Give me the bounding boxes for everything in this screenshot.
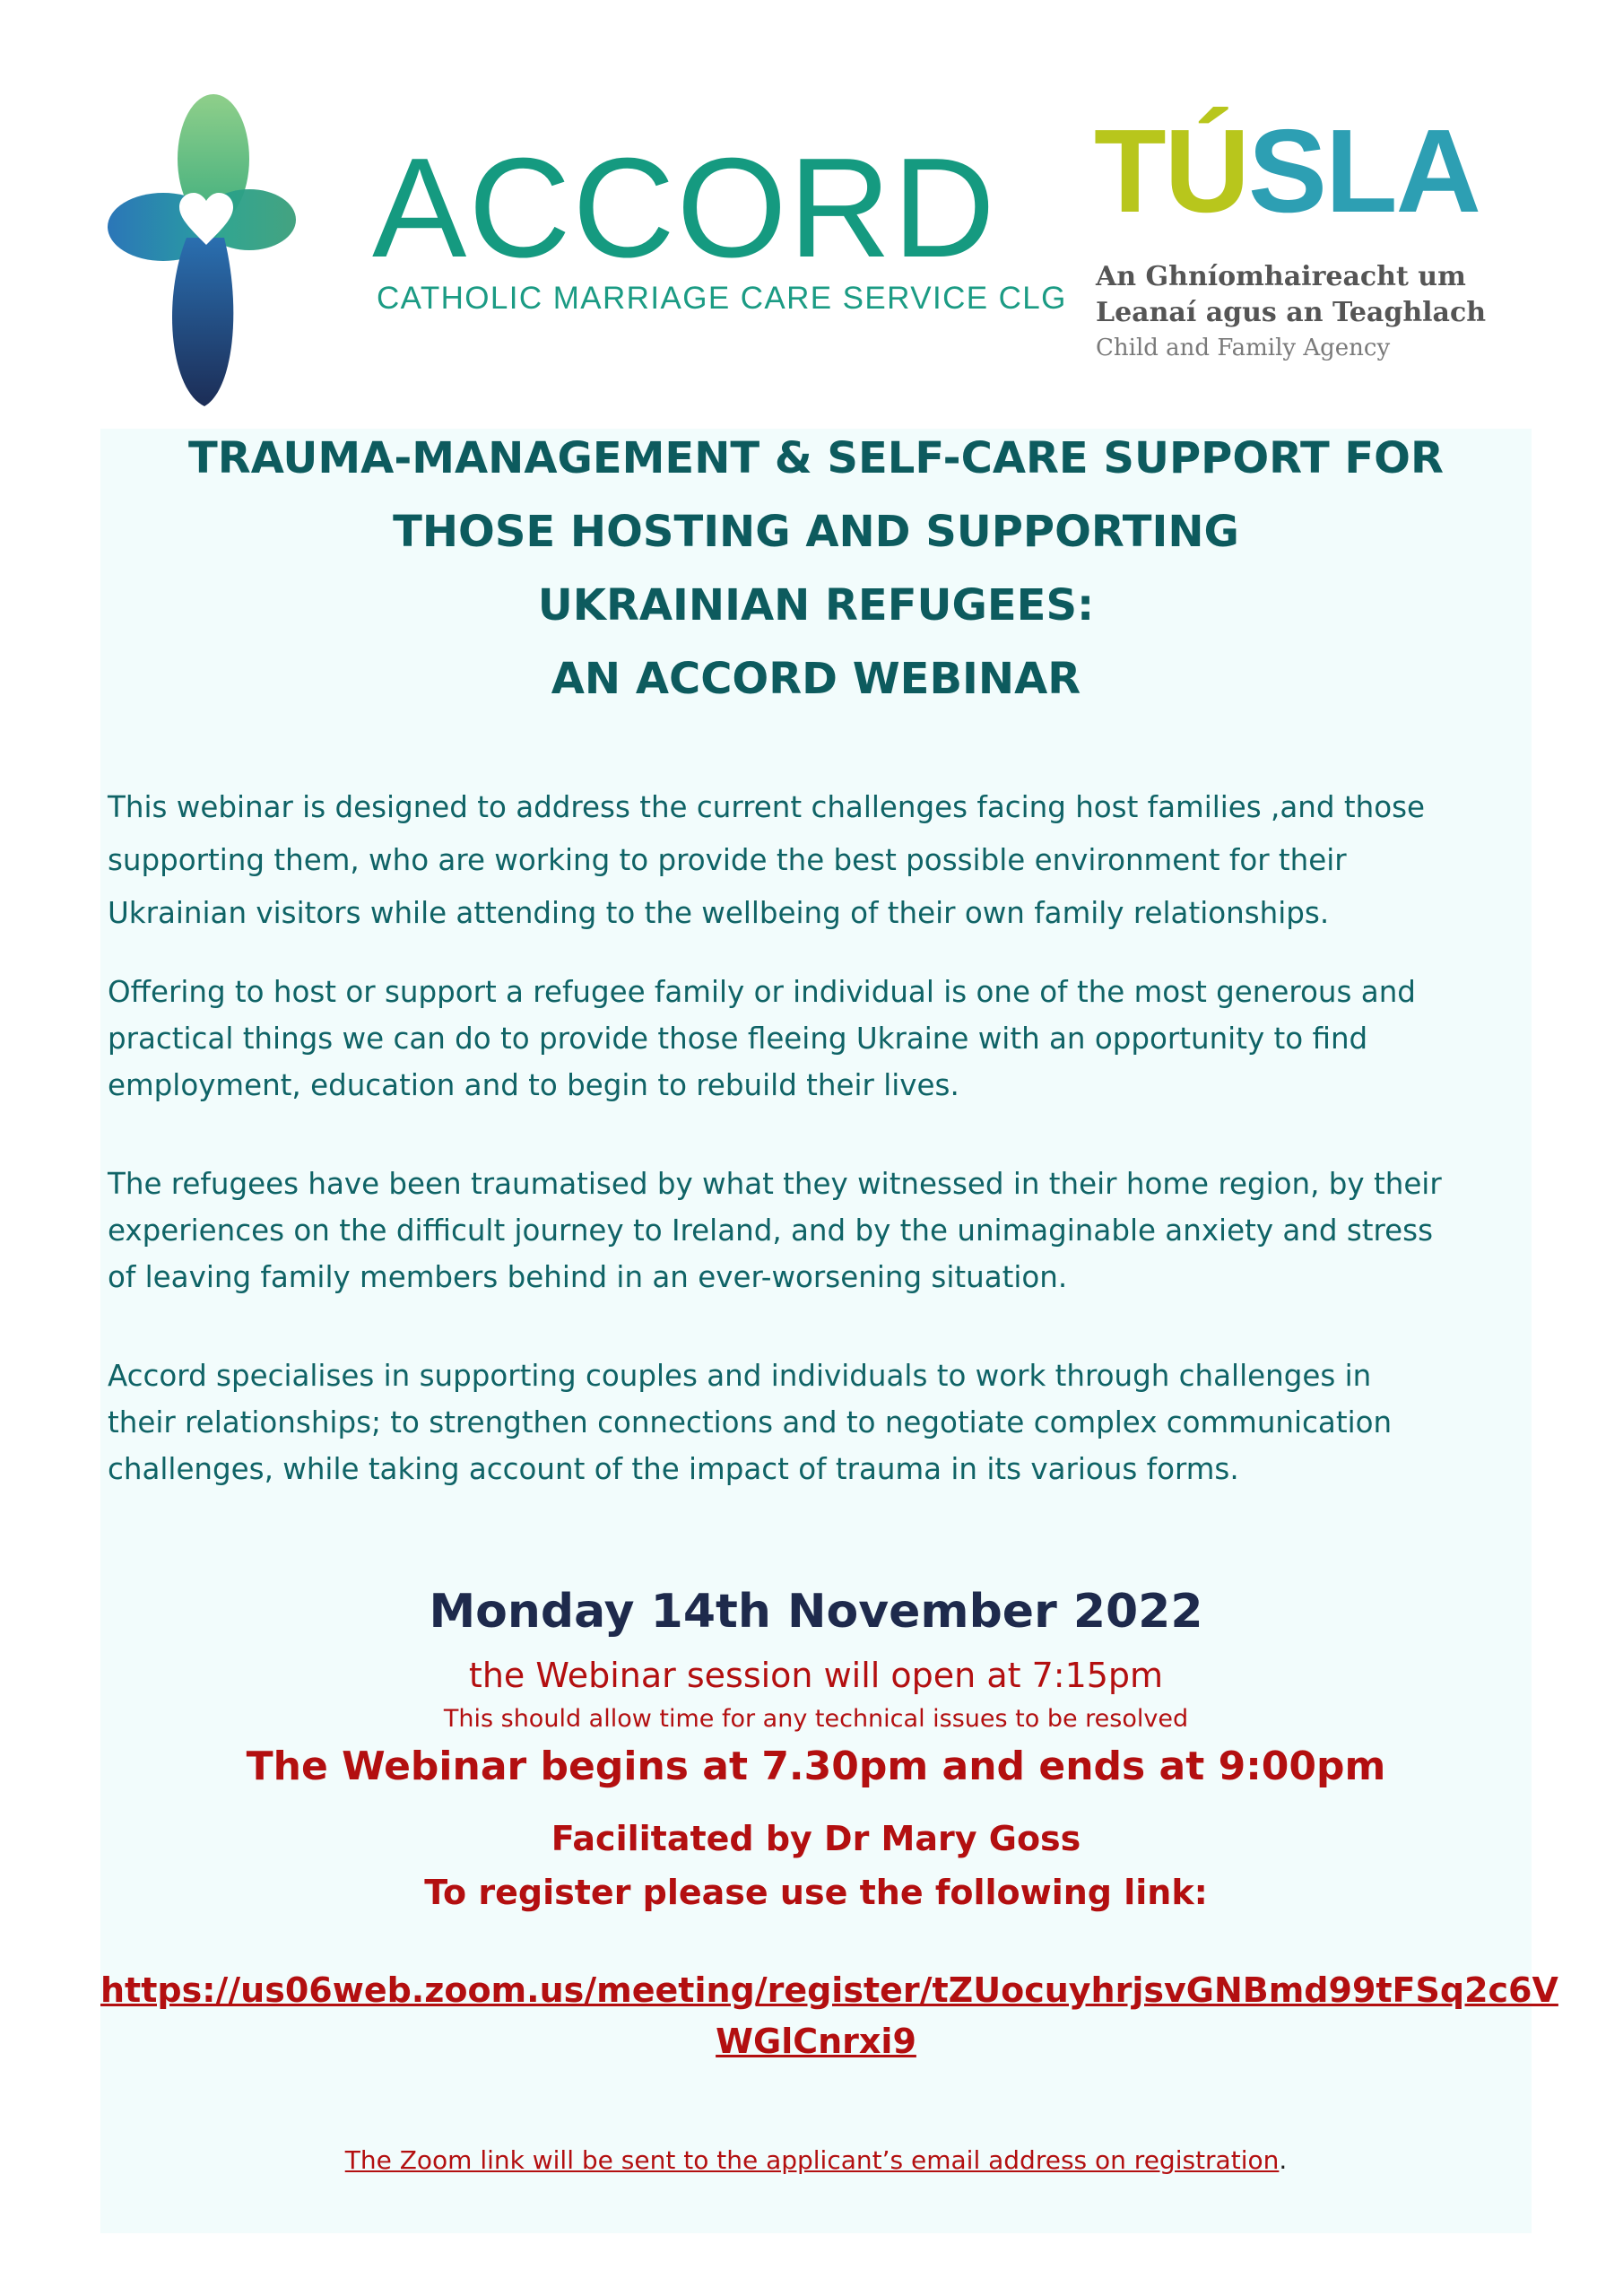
webinar-times: The Webinar begins at 7.30pm and ends at 9:00pm bbox=[246, 1744, 1386, 1789]
paragraph-line: Accord specialises in supporting couples and individuals to work through challenges in bbox=[108, 1359, 1372, 1393]
paragraph-line: challenges, while taking account of the impact of trauma in its various forms. bbox=[108, 1452, 1239, 1486]
title-line-1: TRAUMA-MANAGEMENT & SELF-CARE SUPPORT FOR bbox=[188, 433, 1444, 483]
tusla-irish-line-1: An Ghníomhaireacht um bbox=[1096, 261, 1466, 292]
title-line-4: AN ACCORD WEBINAR bbox=[551, 654, 1081, 704]
accord-tagline: CATHOLIC MARRIAGE CARE SERVICE CLG bbox=[377, 281, 1067, 316]
cross-heart-logo-icon bbox=[108, 94, 296, 408]
paragraph-line: of leaving family members behind in an ever-worsening situation. bbox=[108, 1260, 1068, 1294]
event-date: Monday 14th November 2022 bbox=[429, 1585, 1203, 1639]
session-open-time: the Webinar session will open at 7:15pm bbox=[468, 1656, 1164, 1695]
paragraph-line: This webinar is designed to address the current challenges facing host families ,and those bbox=[108, 790, 1426, 824]
paragraph-line: their relationships; to strengthen connections and to negotiate complex communication bbox=[108, 1405, 1393, 1439]
paragraph-line: employment, education and to begin to rebuild their lives. bbox=[108, 1068, 959, 1102]
title-line-2: THOSE HOSTING AND SUPPORTING bbox=[393, 507, 1239, 557]
facilitator: Facilitated by Dr Mary Goss bbox=[551, 1819, 1081, 1858]
flyer-panel bbox=[100, 429, 1558, 2233]
accord-logo bbox=[108, 94, 1067, 408]
registration-link-line-2[interactable]: WGlCnrxi9 bbox=[716, 2022, 916, 2061]
tusla-wordmark-tu: TÚ bbox=[1094, 105, 1248, 237]
tusla-wordmark bbox=[1094, 105, 1480, 237]
paragraph-line: practical things we can do to provide those fleeing Ukraine with an opportunity to find bbox=[108, 1022, 1368, 1056]
paragraph-line: The refugees have been traumatised by what they witnessed in their home region, by their bbox=[108, 1167, 1442, 1201]
technical-note: This should allow time for any technical issues to be resolved bbox=[443, 1705, 1189, 1733]
zoom-note-text: The Zoom link will be sent to the applicant’s email address on registration bbox=[344, 2145, 1280, 2175]
paragraph-line: supporting them, who are working to provide the best possible environment for their bbox=[108, 843, 1347, 877]
paragraph-line: Offering to host or support a refugee family or individual is one of the most generous and bbox=[108, 975, 1416, 1009]
title-line-3: UKRAINIAN REFUGEES: bbox=[537, 580, 1095, 631]
paragraph-line: experiences on the difficult journey to Ireland, and by the unimaginable anxiety and stress bbox=[108, 1213, 1434, 1248]
zoom-link-note bbox=[100, 2145, 1532, 2175]
tusla-english-line: Child and Family Agency bbox=[1096, 335, 1391, 361]
tusla-irish-line-2: Leanaí agus an Teaghlach bbox=[1096, 297, 1487, 328]
zoom-note-period: . bbox=[1279, 2145, 1288, 2175]
paragraph-line: Ukrainian visitors while attending to the wellbeing of their own family relationships. bbox=[108, 896, 1330, 930]
tusla-wordmark-sla: SLA bbox=[1247, 105, 1480, 237]
register-prompt: To register please use the following link: bbox=[424, 1873, 1208, 1912]
tusla-logo bbox=[1094, 105, 1487, 372]
accord-wordmark: ACCORD bbox=[372, 129, 997, 287]
registration-link-line-1[interactable]: https://us06web.zoom.us/meeting/register/tZUocuyhrjsvGNBmd99tFSq2c6V bbox=[100, 1970, 1558, 2010]
header bbox=[0, 0, 1623, 422]
